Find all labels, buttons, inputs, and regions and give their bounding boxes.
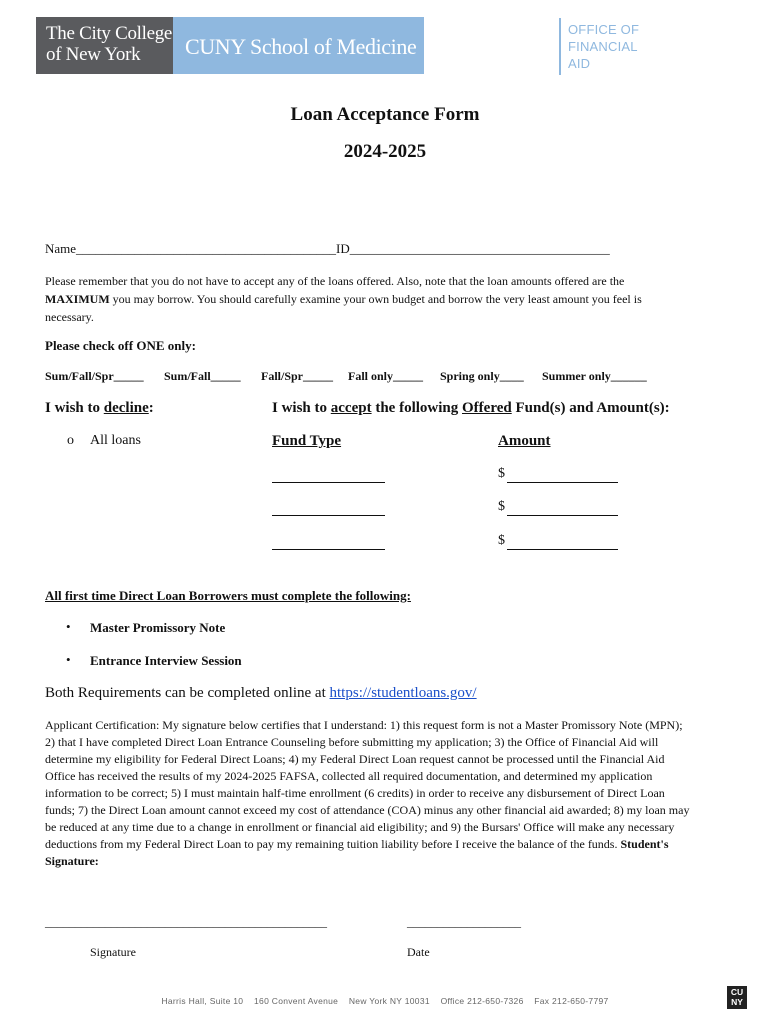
signature-field[interactable]: _______________________________________________ <box>45 915 327 929</box>
period-option[interactable]: Fall only_____ <box>348 369 424 383</box>
check-one-label: Please check off ONE only: <box>45 338 196 353</box>
online-requirements-text: Both Requirements can be completed online at https://studentloans.gov/ <box>45 685 477 701</box>
intro-paragraph: Please remember that you do not have to accept any of the loans offered. Also, note that the loan amounts offered are the MAXIMUM you may borrow. You should carefully examine your own budget and borrow the very least amount you feel is necessary. <box>45 274 642 324</box>
amount-field[interactable] <box>507 515 618 516</box>
decline-heading: I wish to decline: <box>45 400 154 416</box>
period-option[interactable]: Summer only______ <box>542 369 647 383</box>
ccny-logo-line2: of New York <box>46 44 141 65</box>
period-option[interactable]: Sum/Fall/Spr_____ <box>45 369 144 383</box>
amount-field[interactable] <box>507 482 618 483</box>
dollar-sign: $ <box>498 466 505 481</box>
period-option[interactable]: Fall/Spr_____ <box>261 369 334 383</box>
all-loans-radio[interactable]: o <box>67 433 74 448</box>
period-option[interactable]: Sum/Fall_____ <box>164 369 241 383</box>
direct-loan-heading: All first time Direct Loan Borrowers must complete the following: <box>45 588 411 603</box>
ccny-logo <box>36 17 173 74</box>
signature-label: Signature <box>90 945 136 959</box>
cuny-som-logo: CUNY School of Medicine <box>173 17 424 74</box>
dollar-sign: $ <box>498 499 505 514</box>
amount-header: Amount <box>498 433 551 449</box>
ccny-logo-line1: The City College <box>46 23 173 44</box>
dollar-sign: $ <box>498 533 505 548</box>
fund-type-field[interactable] <box>272 549 385 550</box>
bullet-icon: • <box>66 652 71 667</box>
period-option[interactable]: Spring only____ <box>440 369 524 383</box>
fund-type-field[interactable] <box>272 482 385 483</box>
date-label: Date <box>407 945 430 959</box>
amount-field[interactable] <box>507 549 618 550</box>
name-id-field[interactable]: Name________________________________________ID________________________________________ <box>45 241 610 256</box>
all-loans-label: All loans <box>90 433 141 448</box>
office-of-financial-aid-label: OFFICE OF FINANCIAL AID <box>568 22 640 71</box>
bullet-icon: • <box>66 619 71 634</box>
form-year: 2024-2025 <box>343 141 427 162</box>
form-title: Loan Acceptance Form <box>290 104 480 125</box>
ofa-divider <box>559 18 561 75</box>
fund-type-field[interactable] <box>272 515 385 516</box>
studentloans-link[interactable]: https://studentloans.gov/ <box>329 685 477 701</box>
accept-heading: I wish to accept the following Offered Fund(s) and Amount(s): <box>272 400 670 416</box>
fund-type-header: Fund Type <box>272 433 342 449</box>
requirement-item: Master Promissory Note <box>90 620 226 635</box>
applicant-certification: Applicant Certification: My signature below certifies that I understand: 1) this request form is not a Master Promissory Note (MPN); 2) that I have completed Direct Loan Entrance Counseling before submitting my application; 3) the Office of Financial Aid will determine my eligibility for Federal Direct Loans; 4) my Federal Direct Loan request cannot be processed until the Financial Aid Office has received the results of my 2024-2025 FAFSA, collected all required documentation, and determined my application information to be correct; 5) I must maintain half-time enrollment (6 credits) in order to receive any disbursement of Direct Loan funds; 7) the Direct Loan amount cannot exceed my cost of attendance (COA) minus any other financial aid awarded; 8) my loan may be reduced at any time due to a change in enrollment or financial aid eligibility; and 9) the Bursars' Office will make any necessary deductions from my Federal Direct Loan to pay my remaining tuition liability before I receive the balance of the funds. Student's Signature: <box>45 718 690 868</box>
requirement-item: Entrance Interview Session <box>90 653 242 668</box>
cuny-logo-mark: CU NY <box>727 986 747 1009</box>
date-field[interactable]: ___________________ <box>407 915 521 929</box>
footer-address: Harris Hall, Suite 10 160 Convent Avenue New York NY 10031 Office 212-650-7326 Fax 212-650-7797 <box>161 996 609 1006</box>
